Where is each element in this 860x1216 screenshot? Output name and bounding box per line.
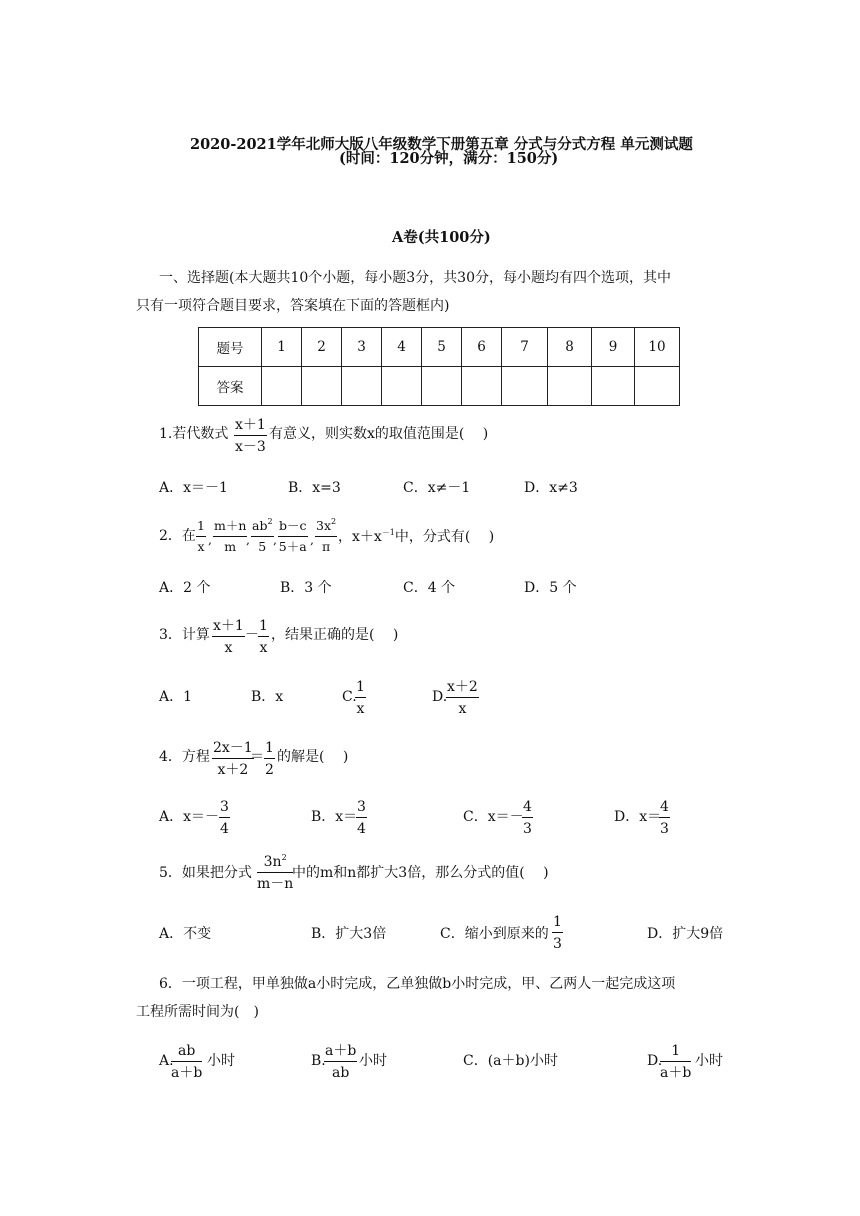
q2-option-a: A．2 个 — [159, 580, 211, 596]
table-row — [199, 328, 680, 367]
q5-option-a: A．不变 — [159, 926, 212, 942]
q1-option-d: D．x≠3 — [524, 480, 578, 496]
intro-line-1: 一、选择题(本大题共10个小题，每小题3分，共30分，每小题均有四个选项，其中 — [159, 270, 671, 286]
q5-exponent: 2 — [281, 853, 287, 862]
document-title: 2020-2021学年北师大版八年级数学下册第五章 分式与分式方程 单元测试题 — [190, 136, 693, 153]
q4-d-denominator: 3 — [660, 821, 669, 837]
q2-f3-exponent: 2 — [267, 517, 273, 526]
q2-comma: , — [273, 532, 277, 547]
q3-c-numerator: 1 — [355, 680, 366, 698]
q6-b-numerator: a＋b — [324, 1044, 357, 1062]
q5-option-c-label: C．缩小到原来的 — [440, 926, 549, 942]
q4-f1-denominator: x＋2 — [217, 762, 249, 778]
q4-fraction-1 — [212, 741, 254, 777]
q6-option-a-label: A. — [159, 1053, 174, 1069]
q5-numerator: 3n — [263, 854, 282, 870]
answer-cell[interactable] — [422, 367, 462, 406]
table-cell-number: 3 — [342, 328, 382, 367]
q6-a-numerator: ab — [171, 1044, 202, 1062]
q3-option-d-fraction — [446, 680, 479, 716]
answer-cell[interactable] — [592, 367, 635, 406]
q3-option-b: B．x — [251, 689, 284, 705]
answer-cell[interactable] — [382, 367, 422, 406]
q2-f5-exponent: 2 — [331, 517, 337, 526]
q3-option-c-fraction — [355, 680, 366, 716]
table-row — [199, 367, 680, 406]
q4-option-b-fraction — [356, 800, 367, 836]
q2-comma: , — [246, 532, 250, 547]
q2-fraction-3 — [251, 518, 274, 553]
q2-f2-numerator: m＋n — [213, 520, 247, 537]
answer-cell[interactable] — [262, 367, 302, 406]
q3-f1-numerator: x＋1 — [212, 619, 245, 637]
q4-option-b-label: B．x＝ — [311, 809, 358, 825]
q2-prefix: 2．在 — [159, 528, 196, 544]
q3-f2-denominator: x — [259, 640, 268, 656]
q2-f3-denominator: 5 — [258, 538, 267, 554]
q2-f4-denominator: 5＋a — [278, 538, 307, 554]
answer-cell[interactable] — [502, 367, 548, 406]
q3-fraction-1 — [212, 619, 245, 655]
q6-b-denominator: ab — [332, 1065, 350, 1081]
q3-suffix: ，结果正确的是( ) — [271, 627, 399, 643]
q4-b-denominator: 4 — [357, 821, 366, 837]
q6-option-d-fraction — [660, 1044, 691, 1080]
q2-tail — [338, 529, 494, 544]
q2-tail-text: ，x＋x — [338, 529, 382, 545]
q2-fraction-1 — [196, 520, 206, 553]
answer-table — [198, 327, 680, 406]
answer-cell[interactable] — [635, 367, 680, 406]
q5-c-denominator: 3 — [553, 936, 562, 952]
q3-prefix: 3．计算 — [159, 627, 210, 643]
q4-a-denominator: 4 — [220, 821, 229, 837]
answer-cell[interactable] — [342, 367, 382, 406]
q1-denominator: x－3 — [235, 439, 266, 455]
table-cell-number: 2 — [302, 328, 342, 367]
q6-option-b-fraction — [324, 1044, 357, 1080]
q1-option-b: B．x=3 — [288, 480, 341, 496]
q2-f4-numerator: b－c — [278, 520, 308, 537]
q5-suffix: 中的m和n都扩大3倍，那么分式的值( ) — [292, 865, 549, 881]
q4-c-numerator: 4 — [522, 800, 533, 818]
table-cell-number: 10 — [635, 328, 680, 367]
q6-d-denominator: a＋b — [660, 1065, 692, 1081]
q2-f5-numerator: 3x — [316, 518, 332, 533]
q3-d-denominator: x — [458, 701, 467, 717]
q4-option-a-fraction — [219, 800, 230, 836]
q6-option-a-fraction — [171, 1044, 202, 1080]
q2-fraction-2 — [213, 520, 247, 553]
q1-fraction — [234, 418, 267, 454]
q2-comma: , — [208, 532, 212, 547]
q2-tail-end: 中，分式有( ) — [394, 529, 495, 545]
q1-numerator: x＋1 — [234, 418, 267, 436]
q4-a-numerator: 3 — [219, 800, 230, 818]
q4-d-numerator: 4 — [659, 800, 670, 818]
table-cell-number: 6 — [462, 328, 502, 367]
q4-b-numerator: 3 — [356, 800, 367, 818]
q3-d-numerator: x＋2 — [446, 680, 479, 698]
document-subtitle: (时间：120分钟，满分：150分) — [339, 150, 559, 167]
table-cell-number: 1 — [262, 328, 302, 367]
q5-denominator: m－n — [257, 876, 294, 892]
q6-option-a-unit: 小时 — [207, 1053, 235, 1069]
q1-suffix: 有意义，则实数x的取值范围是( ) — [269, 426, 489, 442]
q2-fraction-5 — [315, 518, 337, 553]
q6-line-1: 6．一项工程，甲单独做a小时完成，乙单独做b小时完成，甲、乙两人一起完成这项 — [159, 976, 676, 992]
q2-option-c: C．4 个 — [403, 580, 456, 596]
q4-option-c-fraction — [522, 800, 533, 836]
q2-fraction-4 — [278, 520, 308, 553]
q3-c-denominator: x — [356, 701, 365, 717]
section-heading: A卷(共100分) — [392, 229, 491, 246]
q4-equals: ＝ — [250, 749, 264, 765]
q5-prefix: 5．如果把分式 — [159, 865, 252, 881]
q2-option-b: B．3 个 — [280, 580, 332, 596]
table-cell-number: 8 — [548, 328, 592, 367]
q3-option-d-label: D. — [432, 689, 448, 705]
q2-tail-exponent: －1 — [381, 528, 395, 537]
table-header-label: 题号 — [199, 328, 262, 367]
q3-minus: － — [245, 627, 259, 643]
q6-option-b-unit: 小时 — [359, 1053, 387, 1069]
q1-prefix: 1.若代数式 — [159, 426, 229, 442]
q3-f1-denominator: x — [224, 640, 233, 656]
q4-option-d-label: D．x＝ — [614, 809, 662, 825]
q3-f2-numerator: 1 — [258, 619, 269, 637]
table-cell-number: 5 — [422, 328, 462, 367]
q3-option-a: A．1 — [159, 689, 193, 705]
table-answer-label: 答案 — [199, 367, 262, 406]
q6-option-c: C．(a＋b)小时 — [463, 1053, 558, 1069]
q4-prefix: 4．方程 — [159, 749, 210, 765]
answer-cell[interactable] — [462, 367, 502, 406]
q4-f2-numerator: 1 — [264, 741, 275, 759]
q1-option-c: C．x≠－1 — [403, 480, 471, 496]
q3-option-c-label: C. — [342, 689, 357, 705]
q5-option-d: D．扩大9倍 — [647, 926, 724, 942]
intro-line-2: 只有一项符合题目要求，答案填在下面的答题框内) — [136, 298, 450, 314]
q3-fraction-2 — [258, 619, 269, 655]
q6-option-b-label: B. — [311, 1053, 326, 1069]
q4-c-denominator: 3 — [523, 821, 532, 837]
answer-cell[interactable] — [548, 367, 592, 406]
q4-option-c-label: C．x＝－ — [463, 809, 524, 825]
q4-option-d-fraction — [659, 800, 670, 836]
q2-option-d: D．5 个 — [524, 580, 577, 596]
q2-comma: , — [310, 532, 314, 547]
q5-option-b: B．扩大3倍 — [311, 926, 387, 942]
table-cell-number: 9 — [592, 328, 635, 367]
q2-f3-numerator: ab — [252, 518, 268, 533]
q5-fraction — [257, 854, 293, 891]
q2-f1-denominator: x — [197, 538, 205, 554]
q2-f2-denominator: m — [224, 538, 237, 554]
q6-d-numerator: 1 — [660, 1044, 691, 1062]
q4-f2-denominator: 2 — [265, 762, 274, 778]
q5-c-numerator: 1 — [552, 915, 563, 933]
q2-f1-numerator: 1 — [196, 520, 206, 537]
q4-option-a-label: A．x＝－ — [159, 809, 220, 825]
q4-suffix: 的解是( ) — [277, 749, 349, 765]
table-cell-number: 4 — [382, 328, 422, 367]
answer-cell[interactable] — [302, 367, 342, 406]
q1-option-a: A．x＝－1 — [159, 480, 228, 496]
q6-line-2: 工程所需时间为( ) — [136, 1004, 259, 1020]
q6-option-d-label: D. — [647, 1053, 663, 1069]
table-cell-number: 7 — [502, 328, 548, 367]
q6-option-d-unit: 小时 — [695, 1053, 723, 1069]
q2-f5-denominator: π — [321, 538, 331, 554]
q4-f1-numerator: 2x－1 — [212, 741, 254, 759]
q6-a-denominator: a＋b — [171, 1065, 203, 1081]
q5-option-c-fraction — [552, 915, 563, 951]
q4-fraction-2 — [264, 741, 275, 777]
